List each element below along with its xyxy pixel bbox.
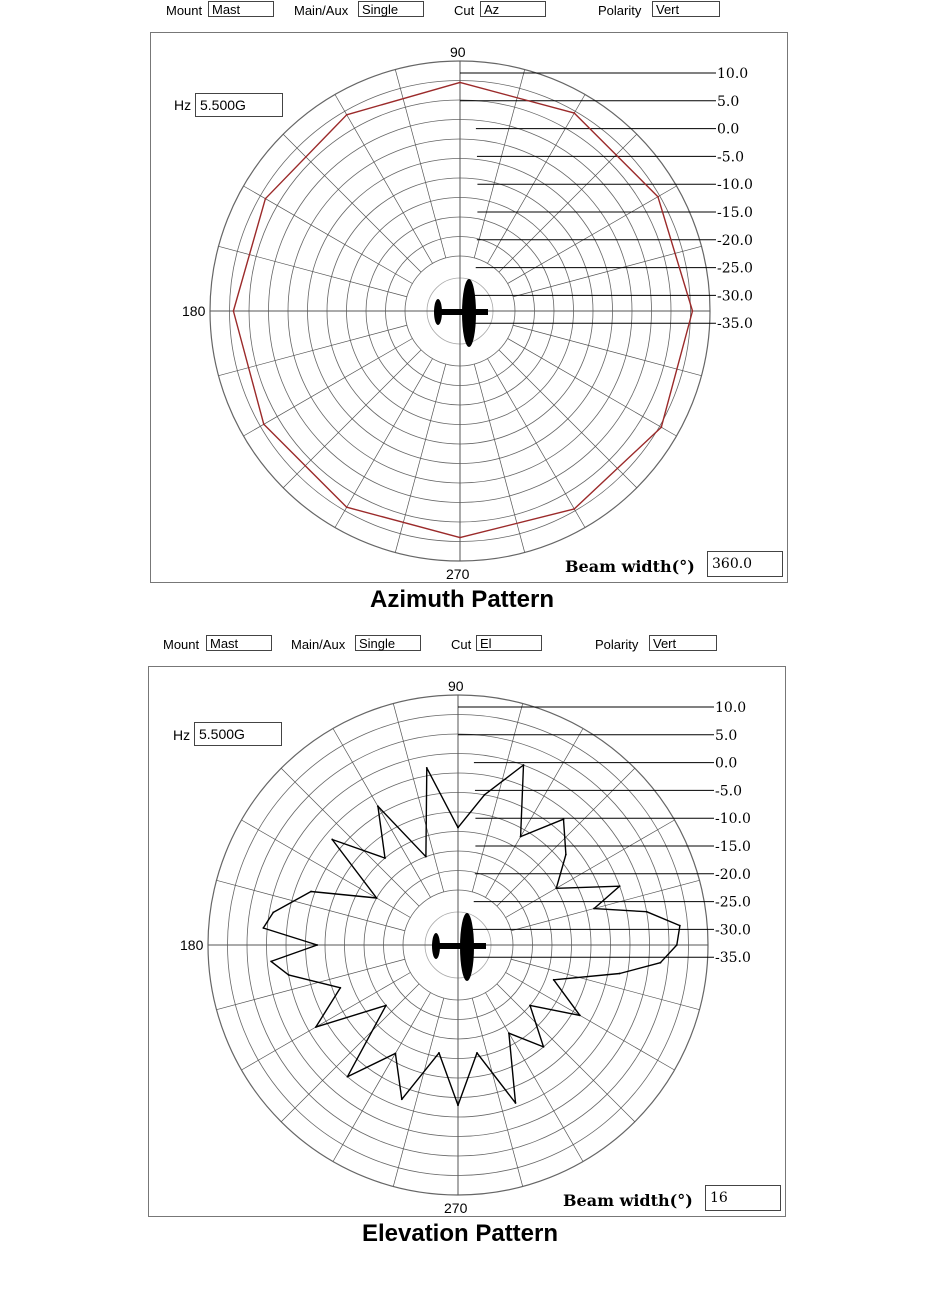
series-point: [331, 839, 333, 841]
series-point: [565, 854, 567, 856]
series-point: [579, 1015, 581, 1017]
beam-width-field[interactable]: 16: [705, 1185, 781, 1211]
azimuth-header: [150, 0, 790, 22]
radial-tick-label: 0.0: [715, 755, 738, 772]
grid-spoke: [395, 70, 445, 258]
series-point: [385, 1005, 387, 1007]
cut-label: Cut: [454, 3, 475, 18]
aircraft-fuselage: [434, 943, 486, 949]
aircraft-icon: [434, 279, 488, 347]
series-point: [619, 973, 621, 975]
polarity-field[interactable]: Vert: [649, 635, 717, 651]
series-point: [263, 423, 265, 425]
aircraft-icon: [432, 913, 486, 981]
grid-spoke: [395, 364, 445, 552]
beam-width-label: Beam width(°): [565, 557, 695, 576]
series-point: [288, 974, 290, 976]
series-point: [619, 885, 621, 887]
series-point: [425, 856, 427, 858]
series-point: [553, 979, 555, 981]
cut-field[interactable]: El: [476, 635, 542, 651]
grid-spoke: [393, 704, 443, 892]
grid-spoke: [497, 768, 635, 906]
azimuth-panel: [150, 0, 790, 620]
radial-tick-label: 0.0: [717, 121, 740, 138]
series-point: [395, 1053, 397, 1055]
polarity-label: Polarity: [595, 637, 639, 652]
series-point: [233, 310, 235, 312]
mainaux-label: Main/Aux: [294, 3, 349, 18]
series-point: [438, 1052, 440, 1054]
mount-label: Mount: [166, 3, 203, 18]
mount-field[interactable]: Mast: [206, 635, 272, 651]
grid-spoke: [219, 246, 407, 296]
series-point: [262, 927, 264, 929]
series-point: [346, 114, 348, 116]
series-point: [384, 857, 386, 859]
radial-tick-label: -15.0: [715, 839, 751, 855]
azimuth-frame: [150, 32, 788, 583]
radial-tick-label: -30.0: [715, 922, 751, 939]
hz-field[interactable]: 5.500G: [194, 722, 282, 746]
series-point: [426, 767, 428, 769]
series-point: [520, 836, 522, 838]
radial-tick-label: -20.0: [717, 232, 753, 249]
cut-label: Cut: [451, 637, 472, 652]
radial-tick-label: -30.0: [717, 288, 753, 305]
grid-spoke: [217, 959, 405, 1009]
radial-tick-label: 10.0: [717, 66, 749, 82]
series-point: [310, 891, 312, 893]
mainaux-field[interactable]: Single: [355, 635, 421, 651]
elevation-panel: [148, 634, 788, 1254]
grid-spoke: [497, 984, 635, 1122]
grid-spoke: [283, 350, 421, 488]
radial-tick-label: -35.0: [715, 950, 751, 967]
grid-spoke: [513, 246, 701, 296]
series-point: [692, 310, 694, 312]
angle-label-180: 180: [182, 303, 206, 319]
elevation-header: [148, 634, 788, 656]
series-point: [377, 805, 379, 807]
series-point: [660, 426, 662, 428]
grid-spoke: [511, 880, 699, 930]
radial-tick-label: -5.0: [717, 149, 744, 166]
grid-spoke: [281, 984, 419, 1122]
series-point: [523, 764, 525, 766]
hz-label: Hz: [174, 97, 192, 113]
series-point: [529, 1005, 531, 1007]
angle-label-270: 270: [444, 1200, 468, 1216]
series-point: [679, 925, 681, 927]
series-point: [508, 1032, 510, 1034]
radial-tick-label: 5.0: [717, 93, 740, 110]
series-point: [272, 912, 274, 914]
aircraft-tail: [434, 299, 442, 325]
grid-spoke: [513, 325, 701, 375]
radial-tick-label: -10.0: [715, 811, 751, 828]
series-point: [543, 1046, 545, 1048]
series-point: [476, 1052, 478, 1054]
series-point: [339, 987, 341, 989]
series-point: [346, 506, 348, 508]
radial-tick-label: -15.0: [717, 205, 753, 221]
series-point: [315, 1026, 317, 1028]
series-point: [676, 944, 678, 946]
polarity-field[interactable]: Vert: [652, 1, 720, 17]
hz-label: Hz: [173, 727, 191, 743]
radial-tick-label: 5.0: [715, 727, 738, 744]
radial-tick-label: -10.0: [717, 177, 753, 194]
mount-field[interactable]: Mast: [208, 1, 274, 17]
angle-label-270: 270: [446, 566, 470, 582]
radial-tick-label: -20.0: [715, 866, 751, 883]
grid-spoke: [219, 325, 407, 375]
cut-field[interactable]: Az: [480, 1, 546, 17]
grid-spoke: [217, 880, 405, 930]
series-point: [459, 537, 461, 539]
elevation-polar-chart: [149, 667, 785, 1216]
elevation-caption: Elevation Pattern: [361, 1220, 559, 1247]
grid-spoke: [472, 704, 522, 892]
radial-tick-label: -25.0: [717, 260, 753, 277]
series-point: [376, 897, 378, 899]
elevation-frame: [148, 666, 786, 1217]
series-point: [563, 818, 565, 820]
grid-spoke: [474, 364, 524, 552]
hz-field[interactable]: 5.500G: [195, 93, 283, 117]
series-point: [347, 1076, 349, 1078]
grid-spoke: [281, 768, 419, 906]
azimuth-caption: Azimuth Pattern: [369, 586, 554, 613]
series-point: [573, 508, 575, 510]
series-point: [457, 827, 459, 829]
series-point: [316, 944, 318, 946]
series-point: [593, 908, 595, 910]
beam-width-label: Beam width(°): [563, 1191, 693, 1210]
series-point: [555, 887, 557, 889]
grid-spoke: [499, 350, 637, 488]
mainaux-field[interactable]: Single: [358, 1, 424, 17]
radial-tick-label: 10.0: [715, 700, 747, 716]
mainaux-label: Main/Aux: [291, 637, 346, 652]
angle-label-180: 180: [180, 937, 204, 953]
series-point: [660, 962, 662, 964]
radial-tick-label: -5.0: [715, 783, 742, 800]
grid-spoke: [511, 959, 699, 1009]
angle-label-90: 90: [450, 44, 466, 60]
series-point: [457, 1104, 459, 1106]
aircraft-fuselage: [436, 309, 488, 315]
series-point: [657, 196, 659, 198]
beam-width-field[interactable]: 360.0: [707, 551, 783, 577]
series-point: [646, 911, 648, 913]
polarity-label: Polarity: [598, 3, 642, 18]
series-point: [573, 112, 575, 114]
series-point: [265, 198, 267, 200]
series-point: [401, 1098, 403, 1100]
series-point: [459, 82, 461, 84]
grid-spoke: [283, 134, 421, 272]
radial-tick-label: -25.0: [715, 894, 751, 911]
radial-tick-label: -35.0: [717, 316, 753, 333]
series-point: [515, 1102, 517, 1104]
aircraft-tail: [432, 933, 440, 959]
series-point: [484, 794, 486, 796]
angle-label-90: 90: [448, 678, 464, 694]
mount-label: Mount: [163, 637, 200, 652]
series-point: [270, 960, 272, 962]
